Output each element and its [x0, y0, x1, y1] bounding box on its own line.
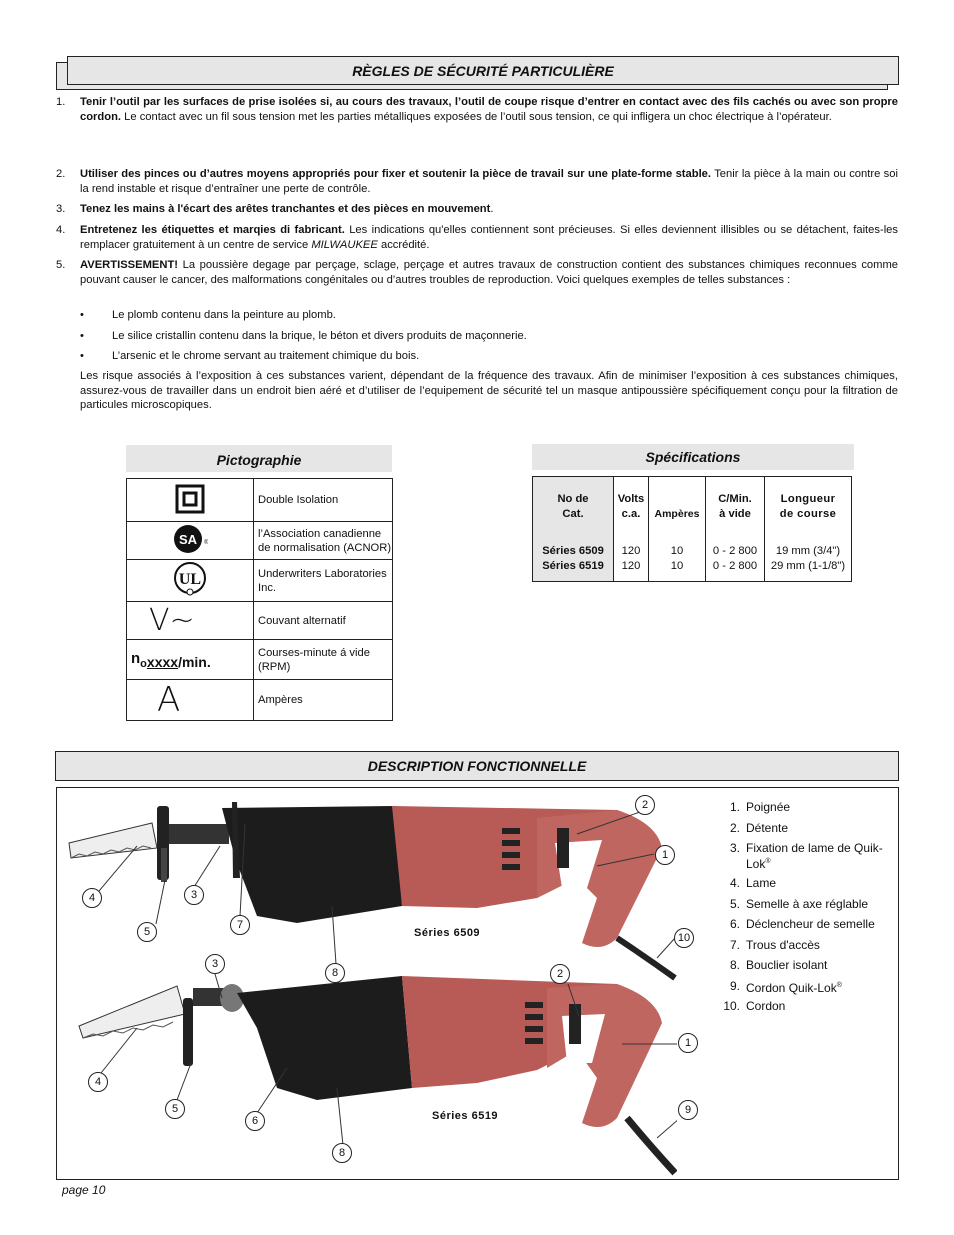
rpm-icon: noxxxx/min. [131, 649, 211, 670]
caption-series-6519: Séries 6519 [432, 1110, 499, 1122]
pictographie-desc: l’Association canadienne de normalisation (ACNOR) [254, 522, 393, 560]
callout-4: 4 [88, 1072, 108, 1092]
saw-illustrations [57, 788, 677, 1177]
specifications-header-row [533, 477, 852, 538]
rule-2: 2. Utiliser des pinces ou d’autres moyens appropriés pour fixer et soutenir la pièce de travail sur une plate-forme stable. Tenir la pièce à la main ou contre soi la rend instable et risque d’entraîner une perte de contrôle. [56, 168, 898, 195]
saw-6509-illustration [69, 802, 675, 978]
callout-6: 6 [245, 1111, 265, 1131]
pictographie-row [127, 602, 393, 640]
callout-2: 2 [550, 964, 570, 984]
callout-5: 5 [165, 1099, 185, 1119]
pictographie-table [126, 478, 393, 721]
pictographie-row [127, 680, 393, 721]
pictographie-row [127, 560, 393, 602]
callout-2: 2 [635, 795, 655, 815]
spec-header-amperes: Ampères [649, 477, 706, 538]
pictographie-desc: Courses-minute á vide (RPM) [254, 640, 393, 680]
callout-1: 1 [655, 845, 675, 865]
ul-icon [172, 561, 208, 597]
saw-6519-illustration [79, 974, 677, 1173]
pictographie-row [127, 640, 393, 680]
pictographie-row [127, 522, 393, 560]
callout-3: 3 [205, 954, 225, 974]
callout-9: 9 [678, 1100, 698, 1120]
section-title-functional-description: DESCRIPTION FONCTIONNELLE [55, 751, 899, 781]
callout-7: 7 [230, 915, 250, 935]
pictographie-desc: Couvant alternatif [254, 602, 393, 640]
rule-closing-paragraph: Les risque associés à l’exposition à ces substances varient, dépendant de la fréquence des travaux. Afin de minimiser l’exposition à ces substances chimiques, assurez-vous de travailler dans un endroit bien aéré et d’utiliser de l’equipement de sécurité tel un masque antipoussière spécifiquement conçu pour la filtration de particules microscopiques. [80, 370, 898, 412]
rule-4: 4. Entretenez les étiquettes et marqies di fabricant. Les indications qu'elles contiennent sont précieuses. Si elles deviennent illisibles ou se détachent, faites-les remplacer gratuitement à un centre de service MILWAUKEE accrédité. [56, 224, 898, 251]
callout-3: 3 [184, 885, 204, 905]
svg-text:UL: UL [178, 571, 202, 588]
caption-series-6509: Séries 6509 [414, 927, 481, 939]
rule-3: 3. Tenez les mains à l'écart des arêtes tranchantes et des pièces en mouvement. [56, 203, 494, 215]
callout-8: 8 [332, 1143, 352, 1163]
spec-header-cmin: C/Min. à vide [706, 477, 765, 538]
spec-header-cat: No de Cat. [533, 477, 614, 538]
svg-text:SA: SA [178, 532, 198, 547]
specifications-table [532, 476, 852, 582]
spec-header-volts: Volts c.a. [614, 477, 649, 538]
svg-text:®: ® [204, 540, 208, 546]
callout-1: 1 [678, 1033, 698, 1053]
section-title-safety-rules: RÈGLES DE SÉCURITÉ PARTICULIÈRE [67, 56, 899, 85]
ampere-icon: A [157, 680, 181, 720]
pictographie-row [127, 479, 393, 522]
double-insulation-icon [175, 484, 205, 514]
specifications-body-row: Séries 6509 Séries 6519 120 120 10 10 0 - 2 800 0 - 2 800 19 mm (3/4") 29 mm (1-1/8") [533, 537, 852, 582]
spec-header-stroke: Longueur de course [765, 477, 852, 538]
specifications-title: Spécifications [532, 444, 854, 470]
callout-8: 8 [325, 963, 345, 983]
rule-5: 5. AVERTISSEMENT! La poussière degage par perçage, sclage, perçage et autres travaux de construction contient des substances chimiques reconnues comme pouvant causer le cancer, des malformations congénitales ou d’autres troubles de reproduction. Voici quelques exemples de telles substances : [56, 259, 898, 286]
pictographie-desc: Double Isolation [254, 479, 393, 522]
page-number: page 10 [62, 1183, 106, 1197]
pictographie-desc: Underwriters Laboratories Inc. [254, 560, 393, 602]
pictographie-desc: Ampères [254, 680, 393, 721]
pictographie-title: Pictographie [126, 445, 392, 472]
callout-10: 10 [674, 928, 694, 948]
rule-1: 1. Tenir l’outil par les surfaces de prise isolées si, au cours des travaux, l’outil de coupe risque d’entrer en contact avec des fils cachés ou avec son propre cordon. Le contact avec un fil sous tension met les parties métalliques exposées de l’outil sous tension, ce qui infligera un choc électrique à l’opérateur. [56, 96, 898, 123]
callout-4: 4 [82, 888, 102, 908]
csa-icon [172, 523, 208, 555]
callout-5: 5 [137, 922, 157, 942]
alternating-current-icon: V~ [149, 603, 195, 638]
